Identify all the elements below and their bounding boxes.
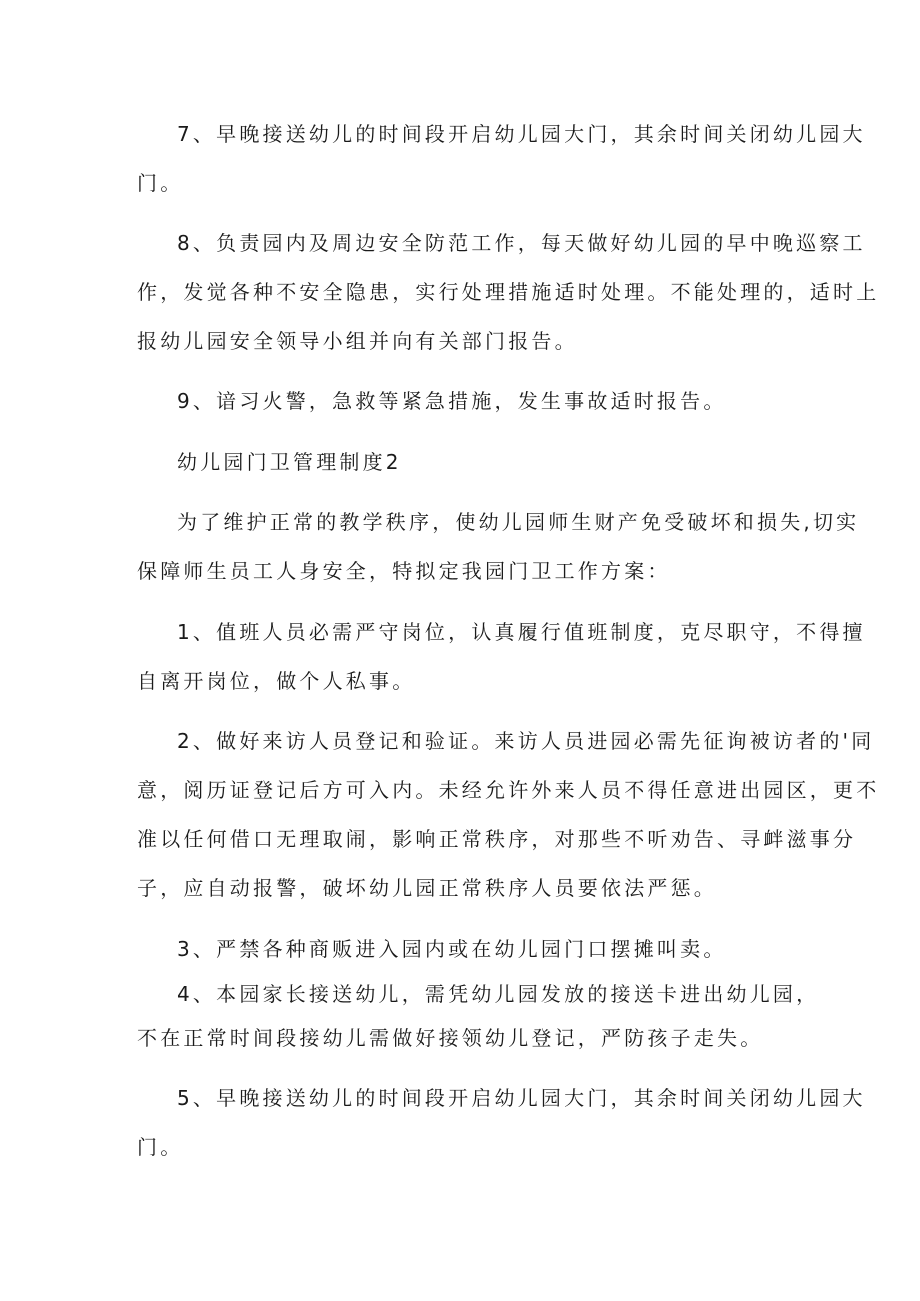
- text-line: 8、负责园内及周边安全防范工作，每天做好幼儿园的早中晚巡察工: [177, 231, 866, 255]
- text-line: 4、本园家长接送幼儿，需凭幼儿园发放的接送卡进出幼儿园，: [177, 982, 820, 1006]
- text-line: 为了维护正常的教学秩序，使幼儿园师生财产免受破坏和损失,切实: [177, 510, 860, 534]
- text-line: 作，发觉各种不安全隐患，实行处理措施适时处理。不能处理的，适时上: [137, 280, 880, 304]
- text-line: 2、做好来访人员登记和验证。来访人员进园必需先征询被访者的'同: [177, 729, 875, 753]
- text-line: 子，应自动报警，破坏幼儿园正常秩序人员要依法严惩。: [137, 876, 717, 900]
- text-line: 3、严禁各种商贩进入园内或在幼儿园门口摆摊叫卖。: [177, 937, 727, 961]
- text-line: 自离开岗位，做个人私事。: [137, 669, 416, 693]
- section-heading: 幼儿园门卫管理制度2: [177, 450, 402, 474]
- text-line: 报幼儿园安全领导小组并向有关部门报告。: [137, 329, 578, 353]
- text-line: 门。: [137, 171, 184, 195]
- text-line: 7、早晚接送幼儿的时间段开启幼儿园大门，其余时间关闭幼儿园大: [177, 122, 866, 146]
- text-line: 不在正常时间段接幼儿需做好接领幼儿登记，严防孩子走失。: [137, 1026, 764, 1050]
- text-line: 保障师生员工人身安全，特拟定我园门卫工作方案：: [137, 559, 671, 583]
- text-line: 意，阅历证登记后方可入内。未经允许外来人员不得任意进出园区，更不: [137, 778, 880, 802]
- text-line: 5、早晚接送幼儿的时间段开启幼儿园大门，其余时间关闭幼儿园大: [177, 1086, 866, 1110]
- text-line: 准以任何借口无理取闹，影响正常秩序，对那些不听劝告、寻衅滋事分: [137, 827, 857, 851]
- text-line: 9、谙习火警，急救等紧急措施，发生事故适时报告。: [177, 389, 727, 413]
- text-line: 门。: [137, 1135, 184, 1159]
- text-line: 1、值班人员必需严守岗位，认真履行值班制度，克尽职守，不得擅: [177, 620, 866, 644]
